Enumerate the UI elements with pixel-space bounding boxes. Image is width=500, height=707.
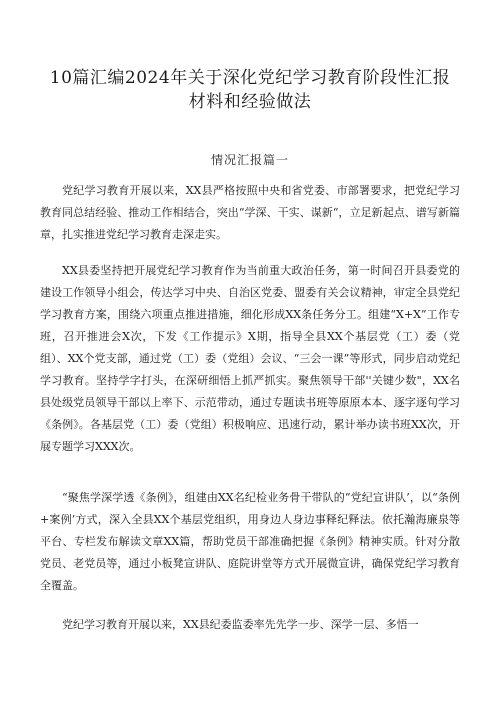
body-paragraph-4: 党纪学习教育开展以来，XX县纪委监委率先先学一步、深学一层、多悟一 [62, 618, 419, 631]
body-paragraph-3: “聚焦学深学透《条例》，组建由XX名纪检业务骨干带队的“党纪宣讲队’，以“条例+案例’方式，深入全县XX个基层党组织，用身边人身边事释纪释法。依托瀚海廉泉等平台、专栏发布解读文章XX篇，帮助党员干部准确把握《条例》精神实质。针对分散党员、老党员等，通过小板凳宣讲队、庭院讲堂等方式开展微宣讲，确保党纪学习教育全覆盖。 [40, 491, 460, 592]
body-paragraph-2: XX县委坚持把开展党纪学习教育作为当前重大政治任务，第一时间召开县委党的建设工作领导小组会，传达学习中央、自治区党委、盟委有关会议精神，审定全县党纪学习教育方案，围绕六项重点推进措施，细化形成XX条任务分工。组建“X+X”工作专班，召开推进会X次，下发《工作提示》X期，指导全县XX个基层党（工）委（党组）、XX个党支部，通过党（工）委（党组）会议、“三会一课”等形式，同步启动党纪学习教育。坚持学字打头，在深研细悟上抓严抓实。聚焦领导干部''关键少数"，XX名县处级党员领导干部以上率下、示范带动，通过专题读书班等原原本本、逐字逐句学习《条例》。各基层党（工）委（党组）积极响应、迅速行动，累计举办读书班XX次，开展专题学习XXX次。 [40, 264, 460, 453]
document-title-line-2: 材料和经验做法 [188, 92, 312, 112]
document-title [40, 66, 460, 114]
body-paragraph-1: 党纪学习教育开展以来，XX县严格按照中央和省党委、市部署要求，把党纪学习教育同总结经验、推动工作相结合，突出“学深、干实、谋新“，立足新起点、谱写新篇章，扎实推进党纪学习教育走深走实。 [40, 184, 460, 241]
document-title-line-1: 10篇汇编2024年关于深化党纪学习教育阶段性汇报 [49, 68, 451, 88]
section-heading: 情况汇报篇一 [210, 153, 289, 167]
